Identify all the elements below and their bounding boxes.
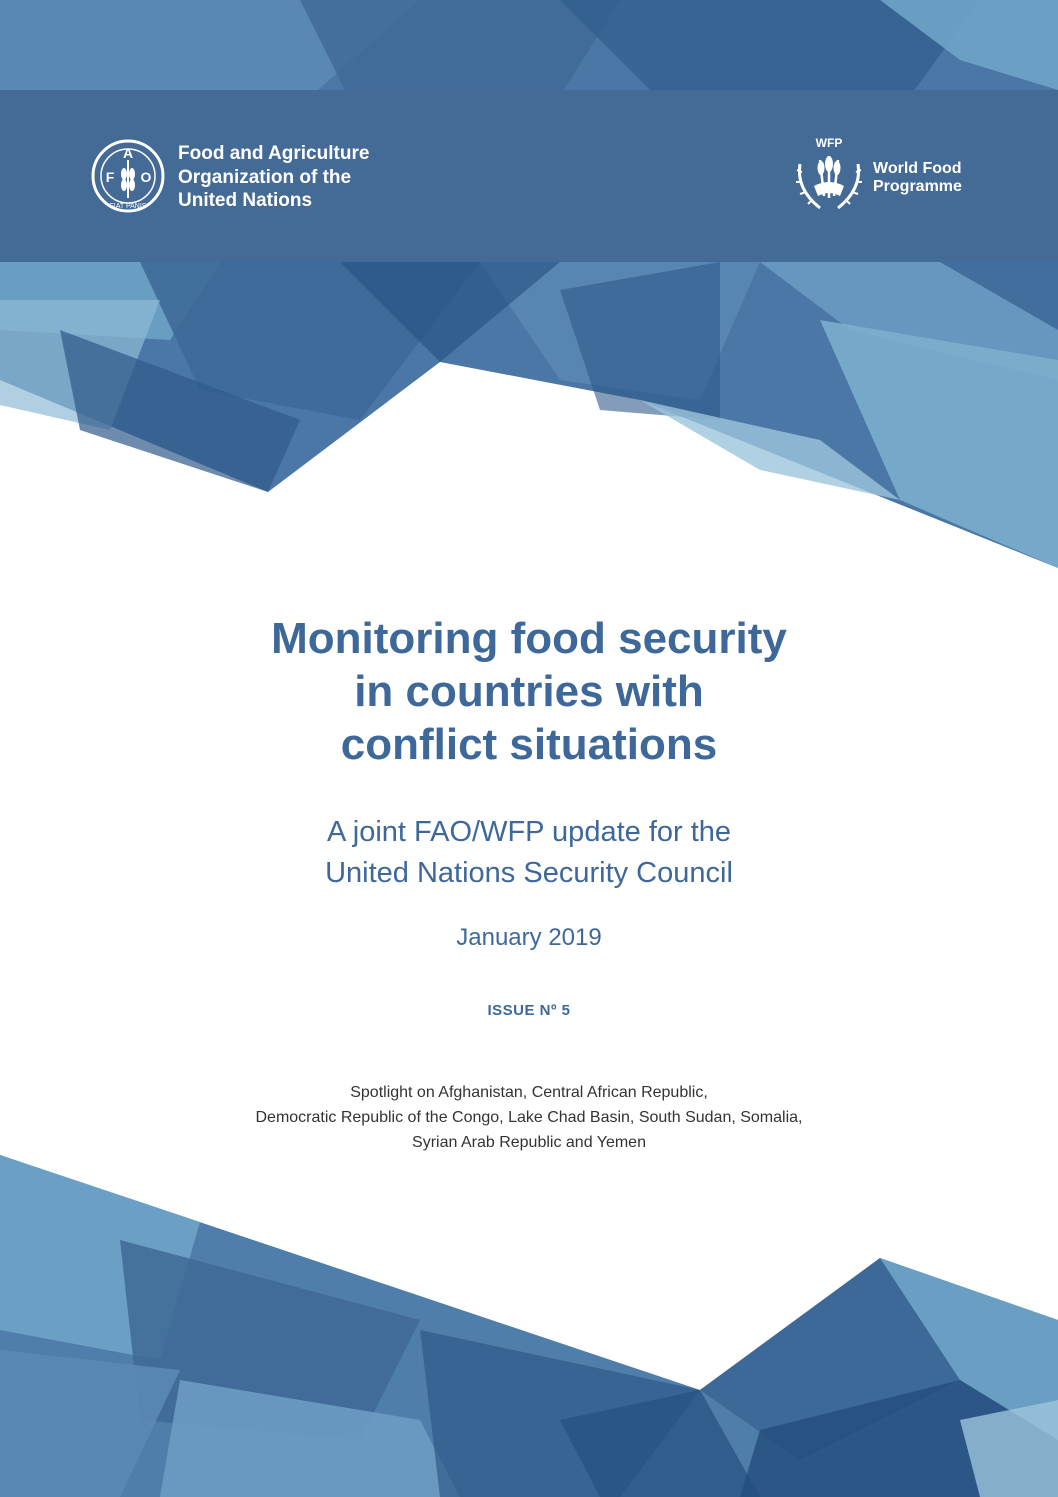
wfp-emblem-label: WFP: [815, 136, 843, 150]
fao-name-line: United Nations: [178, 190, 313, 211]
title-line: in countries with: [354, 667, 704, 716]
spotlight-countries: [0, 1080, 1058, 1155]
spotlight-line: Democratic Republic of the Congo, Lake Chad Basin, South Sudan, Somalia,: [255, 1109, 803, 1126]
report-date: January 2019: [456, 924, 602, 951]
fao-logo-motto: FIAT PANIS: [109, 203, 147, 210]
spotlight-line: Syrian Arab Republic and Yemen: [412, 1134, 646, 1151]
fao-logo-letter-f: F: [105, 169, 115, 185]
report-subtitle: [0, 812, 1058, 894]
wfp-organization-name: [873, 160, 962, 196]
wfp-name-line: World Food: [873, 160, 962, 177]
report-title: [0, 612, 1058, 771]
top-pattern: [0, 0, 1058, 568]
wfp-name-line: Programme: [873, 178, 962, 195]
bottom-pattern: [0, 1155, 1058, 1497]
fao-organization-name: [178, 142, 369, 213]
issue-number: ISSUE Nº 5: [487, 1002, 571, 1019]
title-line: conflict situations: [340, 720, 718, 769]
fao-logo-letter-o: O: [140, 169, 152, 185]
fao-logo-icon: [90, 138, 166, 214]
title-line: Monitoring food security: [271, 614, 787, 663]
fao-name-line: Organization of the: [178, 166, 352, 188]
wfp-emblem-icon: [790, 134, 868, 214]
subtitle-line: United Nations Security Council: [325, 857, 733, 889]
fao-name-line: Food and Agriculture: [178, 143, 370, 164]
fao-logo-letter-a: A: [122, 145, 134, 161]
spotlight-line: Spotlight on Afghanistan, Central African Republic,: [350, 1084, 708, 1101]
subtitle-line: A joint FAO/WFP update for the: [326, 816, 732, 848]
